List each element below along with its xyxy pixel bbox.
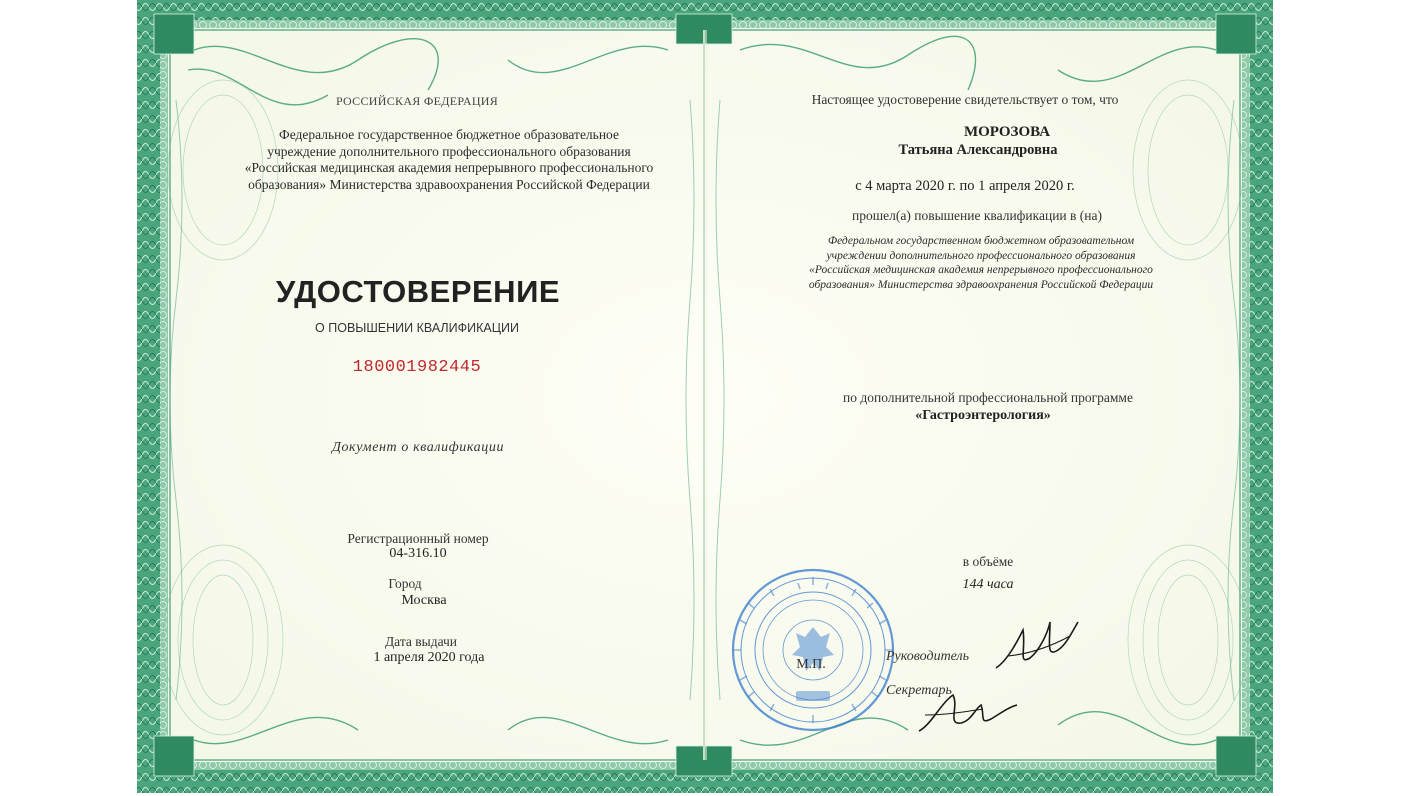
training-org-line: «Российская медицинская академия непрерывного профессионального [809, 264, 1153, 276]
issuer-organization [245, 127, 654, 193]
secretary-signature [913, 685, 1023, 740]
issuer-line: Федеральное государственное бюджетное образовательное [279, 127, 619, 142]
head-label: Руководитель [886, 649, 970, 664]
country-label: РОССИЙСКАЯ ФЕДЕРАЦИЯ [335, 94, 499, 108]
holder-surname: МОРОЗОВА [963, 124, 1051, 140]
registration-number-value: 04-316.10 [389, 546, 447, 561]
city-value: Москва [401, 593, 447, 608]
seal-label: М.П. [796, 657, 826, 672]
city-label: Город [388, 576, 422, 591]
volume-label: в объёме [962, 554, 1014, 569]
official-stamp [728, 565, 898, 735]
attestation-intro: Настоящее удостоверение свидетельствует о том, что [811, 92, 1119, 107]
training-organization [809, 234, 1153, 292]
serial-number: 180001982445 [352, 358, 482, 377]
training-period: с 4 марта 2020 г. по 1 апреля 2020 г. [855, 178, 1075, 194]
training-org-line: образования» Министерства здравоохранения Российской Федерации [808, 278, 1154, 291]
issue-date-value: 1 апреля 2020 года [373, 650, 485, 665]
certificate-spread [128, 0, 1281, 796]
document-type: Документ о квалификации [331, 440, 505, 455]
registration-number-label: Регистрационный номер [347, 531, 489, 546]
issue-date-label: Дата выдачи [384, 634, 458, 649]
program-name: «Гастроэнтерология» [915, 408, 1051, 423]
training-org-line: Федеральном государственном бюджетном образовательном [827, 235, 1135, 247]
document-subtitle: О ПОВЫШЕНИИ КВАЛИФИКАЦИИ [315, 321, 519, 335]
secretary-label: Секретарь [886, 683, 952, 698]
program-label: по дополнительной профессиональной программе [843, 390, 1133, 405]
issuer-line: учреждение дополнительного профессионального образования [267, 143, 631, 159]
head-signature [988, 610, 1083, 680]
issuer-line: образования» Министерства здравоохранения Российской Федерации [248, 176, 650, 192]
holder-given-names: Татьяна Александровна [898, 142, 1058, 158]
qualification-statement: прошел(а) повышение квалификации в (на) [852, 208, 1102, 223]
training-org-line: учреждении дополнительного профессионального образования [826, 249, 1136, 262]
volume-value: 144 часа [962, 577, 1014, 592]
issuer-line: «Российская медицинская академия непрерывного профессионального [244, 160, 654, 175]
document-title: УДОСТОВЕРЕНИЕ [275, 274, 561, 309]
